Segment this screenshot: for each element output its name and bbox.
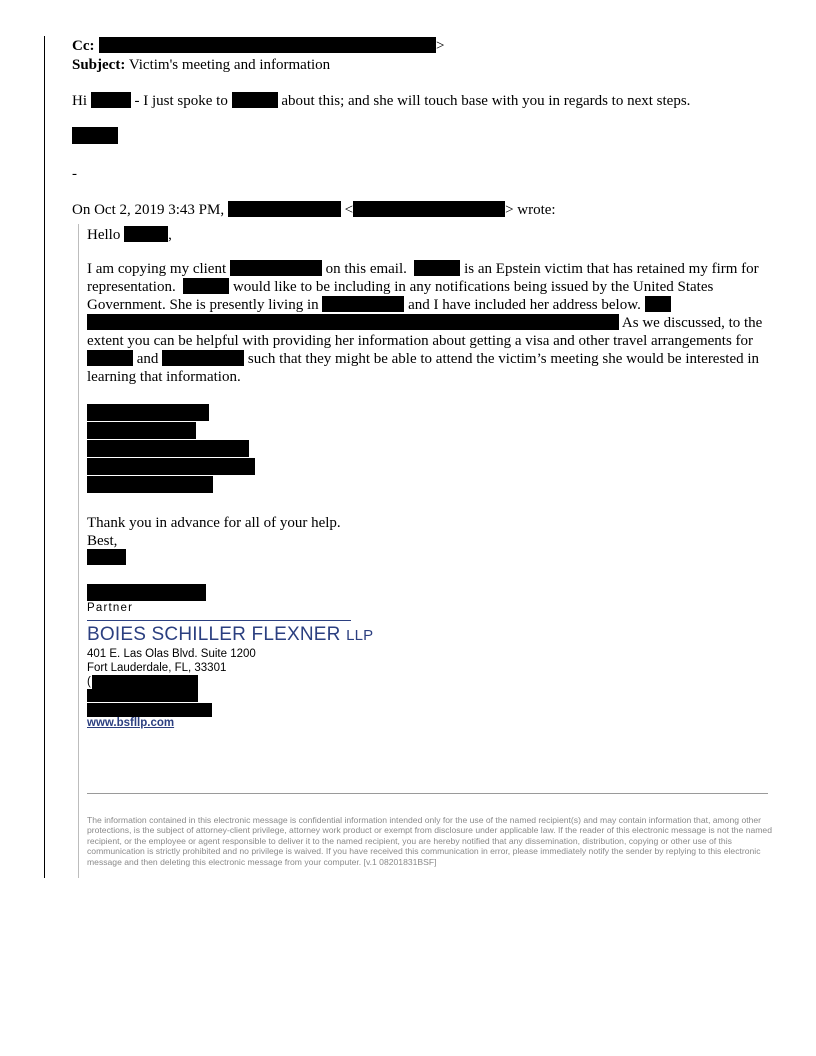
redacted-address: [87, 314, 619, 330]
reply-line: [72, 92, 690, 110]
redacted-contact-line-2: [87, 689, 198, 702]
para-text-d: would like to be including in any notifications being issued by the United States Government. She is presently living in: [87, 279, 714, 313]
firm-name-llp: LLP: [346, 627, 374, 644]
quoted-greeting: [87, 226, 172, 244]
redacted-greeting-name: [124, 226, 168, 242]
redacted-person-a: [87, 350, 133, 366]
quote-prefix: On Oct 2, 2019 3:43 PM,: [72, 202, 225, 218]
quote-header: [72, 201, 556, 219]
address-line-1: 401 E. Las Olas Blvd. Suite 1200: [87, 648, 256, 660]
quote-gt: > wrote:: [505, 202, 556, 218]
redacted-cc-recipient: [99, 37, 436, 53]
left-margin-rule: [44, 36, 45, 878]
redacted-person-b: [162, 350, 244, 366]
closing-line: Best,: [87, 533, 118, 549]
para-text-a: I am copying my client: [87, 261, 227, 277]
phone-open: (: [87, 676, 91, 688]
subject-line: [72, 56, 330, 74]
address-line-2: Fort Lauderdale, FL, 33301: [87, 662, 227, 674]
redacted-address-line-5: [87, 476, 213, 493]
redacted-contact-name: [232, 92, 278, 108]
para-text-b: on this email.: [321, 261, 407, 277]
redacted-address-line-2: [87, 422, 196, 439]
thanks-line: Thank you in advance for all of your help.: [87, 515, 341, 531]
para-text-f: As we discussed, to the extent you can be helpful with providing her information about getting a visa and other travel arrangements for: [87, 315, 763, 349]
firm-divider: [87, 620, 351, 621]
cc-line: [72, 37, 95, 55]
para-text-e: and I have included her address below.: [404, 297, 641, 313]
redacted-phone: [92, 675, 198, 689]
redacted-signer-name: [87, 584, 206, 601]
quote-margin-rule: [78, 224, 79, 878]
redacted-client-name-3: [183, 278, 229, 294]
redacted-location: [322, 296, 404, 312]
redacted-recipient-name: [91, 92, 131, 108]
firm-name-main: BOIES SCHILLER FLEXNER: [87, 624, 341, 645]
disclaimer-separator: [87, 793, 768, 794]
signer-role: Partner: [87, 602, 134, 614]
para-text-g: and: [133, 351, 159, 367]
cc-close: >: [436, 38, 445, 54]
redacted-client-name: [230, 260, 322, 276]
redacted-address-line-3: [87, 440, 249, 457]
reply-hi: Hi: [72, 93, 87, 109]
reply-mid: - I just spoke to: [130, 93, 228, 109]
redacted-contact-line-3: [87, 703, 212, 717]
quoted-paragraph: [87, 260, 767, 386]
redacted-sender-name: [228, 201, 341, 217]
redacted-address-start: [645, 296, 671, 312]
para-text-c: is an Epstein victim that has retained my firm for representation.: [87, 261, 759, 295]
redacted-address-line-4: [87, 458, 255, 475]
subject-label: Subject:: [72, 57, 126, 73]
greeting-word: Hello: [87, 227, 121, 243]
redacted-reply-signature: [72, 127, 118, 144]
quote-lt: <: [344, 202, 354, 218]
redacted-address-line-1: [87, 404, 209, 421]
disclaimer-text: The information contained in this electronic message is confidential information intended only for the use of the named recipient(s) and may contain information that, among other protections, is the subject of attorney-client privilege, attorney work product or exempt from disclosure under applicable law. If the reader of this electronic message is not the named recipient, or the employee or agent responsible to deliver it to the named recipient, you are hereby notified that any dissemination, distribution, copying or other use of this communication is strictly prohibited and no privilege is waived. If you have received this communication in error, please immediately notify the sender by replying to this electronic message and then deleting this electronic message from your computer. [v.1 08201831BSF]: [87, 815, 772, 867]
para-text-h: such that they might be able to attend the victim’s meeting she would be interested in learning that information.: [87, 351, 760, 385]
reply-end: about this; and she will touch base with you in regards to next steps.: [277, 93, 691, 109]
redacted-sender-email: [353, 201, 505, 217]
greeting-comma: ,: [168, 227, 172, 243]
redacted-closing-name: [87, 549, 126, 565]
website-link[interactable]: www.bsfllp.com: [87, 717, 175, 729]
firm-name: [87, 624, 373, 646]
cc-label: Cc:: [72, 38, 95, 54]
subject-value: Victim's meeting and information: [128, 57, 331, 73]
reply-dash: -: [72, 166, 77, 182]
redacted-client-name-2: [414, 260, 460, 276]
